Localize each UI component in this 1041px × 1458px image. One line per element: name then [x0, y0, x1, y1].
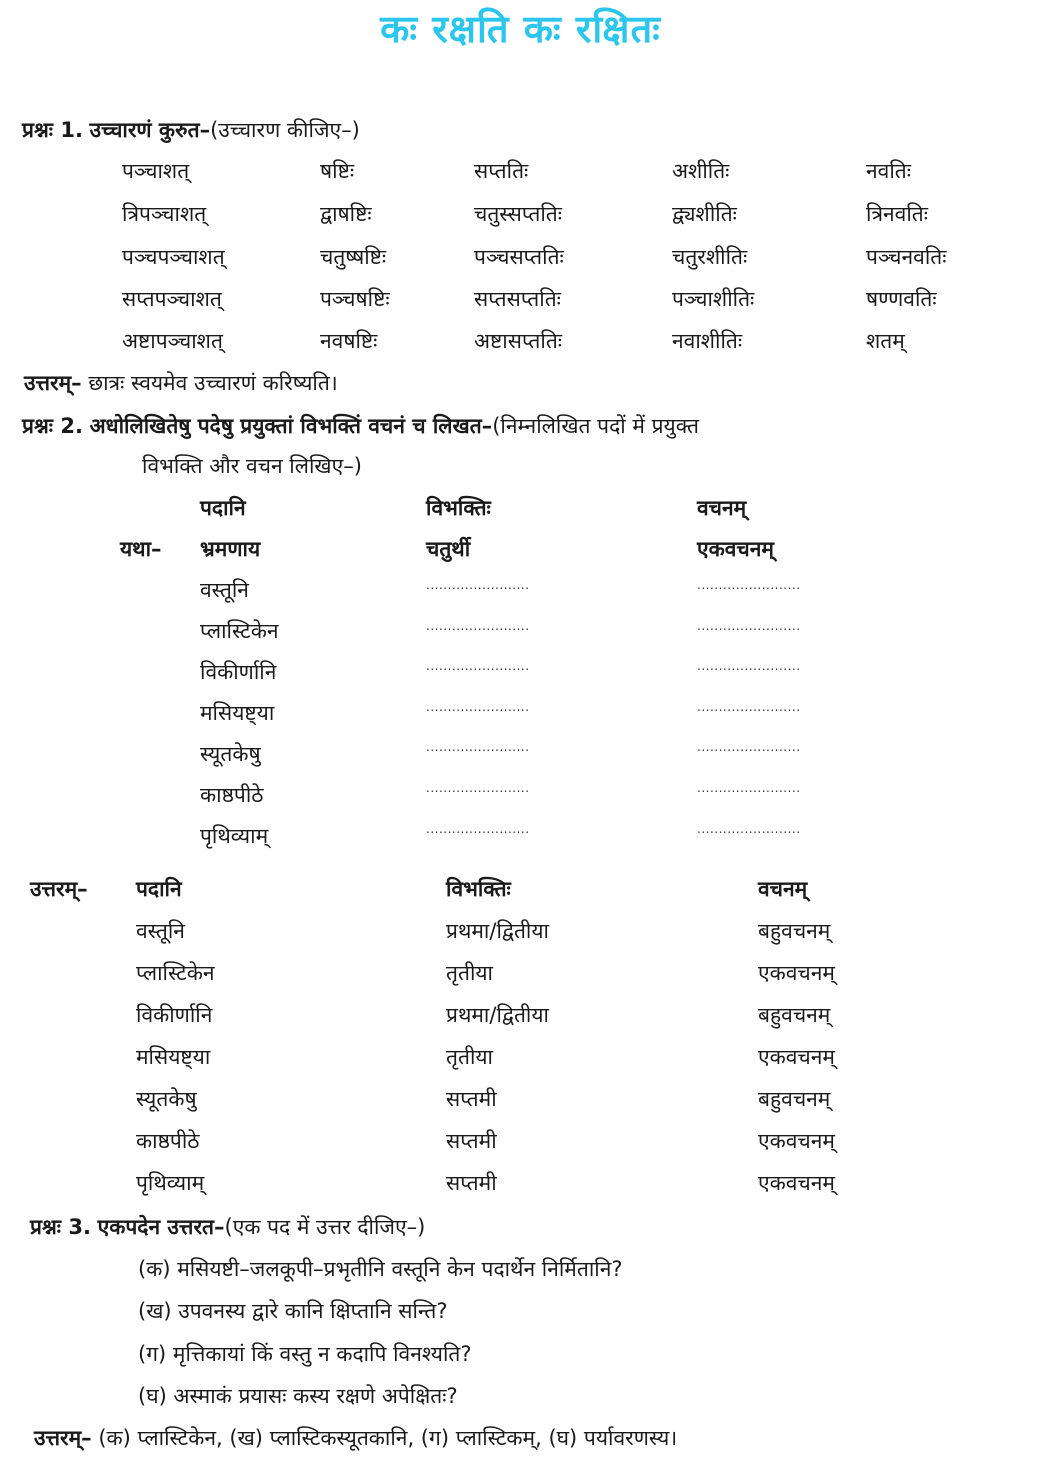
blank-vibhakti: ........................: [426, 781, 530, 795]
q1-heading: उच्चारणं कुरुत–: [89, 118, 211, 142]
blank-vibhakti: ........................: [426, 700, 530, 714]
q2-hint-line2: विभक्ति और वचन लिखिए–): [142, 454, 362, 478]
q3-answer: [34, 1424, 677, 1452]
q1-word: सप्ततिः: [474, 159, 529, 183]
q1-word: सप्तसप्ततिः: [474, 287, 561, 311]
blank-vachanam: ........................: [697, 659, 801, 673]
example-vibhakti: चतुर्थी: [426, 537, 471, 561]
blank-vachanam: ........................: [697, 619, 801, 633]
q1-word: अष्टासप्ततिः: [474, 329, 563, 353]
blank-vibhakti: ........................: [426, 822, 530, 836]
q1-word: पञ्चाशीतिः: [672, 287, 755, 311]
q3-answer-label: उत्तरम्–: [34, 1426, 92, 1450]
answer-word: मसियष्ट्या: [136, 1045, 211, 1069]
blank-vachanam: ........................: [697, 822, 801, 836]
blank-vibhakti: ........................: [426, 619, 530, 633]
q3-label: प्रश्नः 3.: [30, 1215, 91, 1239]
answer-vachanam: एकवचनम्: [758, 1129, 835, 1153]
q1-word: शतम्: [866, 329, 905, 353]
answer-vachanam: एकवचनम्: [758, 1171, 835, 1195]
q1-word: नवषष्टिः: [320, 329, 378, 353]
answer-word: पृथिव्याम्: [136, 1171, 205, 1195]
exercise-word: स्यूतकेषु: [200, 742, 261, 766]
answer-vachanam: बहुवचनम्: [758, 1087, 831, 1111]
answer-vibhakti: प्रथमा/द्वितीया: [446, 1003, 549, 1027]
q2-heading: अधोलिखितेषु पदेषु प्रयुक्तां विभक्तिं वचनं च लिखत–: [89, 414, 493, 438]
q3-question-gha: (घ) अस्माकं प्रयासः कस्य रक्षणे अपेक्षितः?: [138, 1384, 458, 1408]
blank-vachanam: ........................: [697, 740, 801, 754]
exercise-word: प्लास्टिकेन: [200, 619, 279, 643]
answer-word: प्लास्टिकेन: [136, 961, 215, 985]
q1-word: पञ्चपञ्चाशत्: [122, 245, 225, 269]
q1-hint: (उच्चारण कीजिए–): [210, 118, 360, 142]
q1-word: पञ्चसप्ततिः: [474, 245, 564, 269]
q1-answer-label: उत्तरम्–: [24, 371, 82, 395]
q1-word: पञ्चनवतिः: [866, 245, 947, 269]
q3-question-ga: (ग) मृत्तिकायां किं वस्तु न कदापि विनश्यति?: [138, 1342, 472, 1366]
answer-vachanam: बहुवचनम्: [758, 1003, 831, 1027]
q1-word: नवतिः: [866, 159, 911, 183]
answer-vibhakti: तृतीया: [446, 961, 493, 985]
example-word: भ्रमणाय: [200, 537, 261, 561]
q3-hint: (एक पद में उत्तर दीजिए–): [224, 1215, 426, 1239]
exercise-word: वस्तूनि: [200, 578, 249, 602]
answer-vibhakti: प्रथमा/द्वितीया: [446, 919, 549, 943]
q1-word: द्वाषष्टिः: [320, 202, 372, 226]
blank-vachanam: ........................: [697, 700, 801, 714]
q1-word: षष्टिः: [320, 159, 355, 183]
answer-col-vachanam: वचनम्: [758, 877, 808, 901]
answer-vibhakti: तृतीया: [446, 1045, 493, 1069]
q1-word: पञ्चाशत्: [122, 159, 190, 183]
q1-word: अष्टापञ्चाशत्: [122, 329, 223, 353]
q1-word: अशीतिः: [672, 159, 730, 183]
q1-header: [22, 116, 360, 144]
exercise-word: काष्ठपीठे: [200, 783, 264, 807]
q1-word: चतुरशीतिः: [672, 245, 748, 269]
answer-col-vibhakti: विभक्तिः: [446, 877, 511, 901]
answer-vibhakti: सप्तमी: [446, 1171, 497, 1195]
q1-word: त्रिपञ्चाशत्: [122, 202, 207, 226]
answer-word: काष्ठपीठे: [136, 1129, 200, 1153]
exercise-word: पृथिव्याम्: [200, 824, 269, 848]
q1-word: सप्तपञ्चाशत्: [122, 287, 222, 311]
q2-hint-line1: (निम्नलिखित पदों में प्रयुक्त: [492, 414, 699, 438]
q1-word: द्व्यशीतिः: [672, 202, 737, 226]
q3-heading: एकपदेन उत्तरत–: [97, 1215, 225, 1239]
page-title: कः रक्षति कः रक्षितः: [380, 7, 661, 51]
blank-vibhakti: ........................: [426, 578, 530, 592]
example-vachanam: एकवचनम्: [697, 537, 774, 561]
q1-word: षण्णवतिः: [866, 287, 937, 311]
answer-word: स्यूतकेषु: [136, 1087, 197, 1111]
blank-vachanam: ........................: [697, 781, 801, 795]
answer-word: विकीर्णानि: [136, 1003, 213, 1027]
q2-answer-label: उत्तरम्–: [30, 877, 88, 901]
answer-vibhakti: सप्तमी: [446, 1129, 497, 1153]
q1-word: चतुष्षष्टिः: [320, 245, 387, 269]
q1-word: पञ्चषष्टिः: [320, 287, 390, 311]
q3-header: [30, 1213, 425, 1241]
q1-answer-text: छात्रः स्वयमेव उच्चारणं करिष्यति।: [88, 371, 338, 395]
exercise-word: विकीर्णानि: [200, 660, 277, 684]
q2-label: प्रश्नः 2.: [22, 414, 83, 438]
q1-answer: [24, 369, 338, 397]
q3-question-ka: (क) मसियष्टी–जलकूपी–प्रभृतीनि वस्तूनि केन पदार्थेन निर्मितानि?: [138, 1257, 623, 1281]
answer-vibhakti: सप्तमी: [446, 1087, 497, 1111]
example-label: यथा–: [120, 537, 162, 561]
blank-vibhakti: ........................: [426, 740, 530, 754]
answer-vachanam: बहुवचनम्: [758, 919, 831, 943]
answer-vachanam: एकवचनम्: [758, 1045, 835, 1069]
col-header-padani: पदानि: [200, 496, 246, 520]
blank-vibhakti: ........................: [426, 659, 530, 673]
blank-vachanam: ........................: [697, 578, 801, 592]
q1-word: नवाशीतिः: [672, 329, 743, 353]
col-header-vibhakti: विभक्तिः: [426, 496, 491, 520]
q3-answer-text: (क) प्लास्टिकेन, (ख) प्लास्टिकस्यूतकानि, (ग) प्लास्टिकम्, (घ) पर्यावरणस्य।: [98, 1426, 678, 1450]
answer-vachanam: एकवचनम्: [758, 961, 835, 985]
q2-header: [22, 412, 1032, 440]
q3-question-kha: (ख) उपवनस्य द्वारे कानि क्षिप्तानि सन्ति?: [138, 1299, 448, 1323]
q1-label: प्रश्नः 1.: [22, 118, 83, 142]
answer-col-padani: पदानि: [136, 877, 182, 901]
col-header-vachanam: वचनम्: [697, 496, 747, 520]
q1-word: त्रिनवतिः: [866, 202, 929, 226]
q1-word: चतुस्सप्ततिः: [474, 202, 562, 226]
answer-word: वस्तूनि: [136, 919, 185, 943]
exercise-word: मसियष्ट्या: [200, 701, 275, 725]
